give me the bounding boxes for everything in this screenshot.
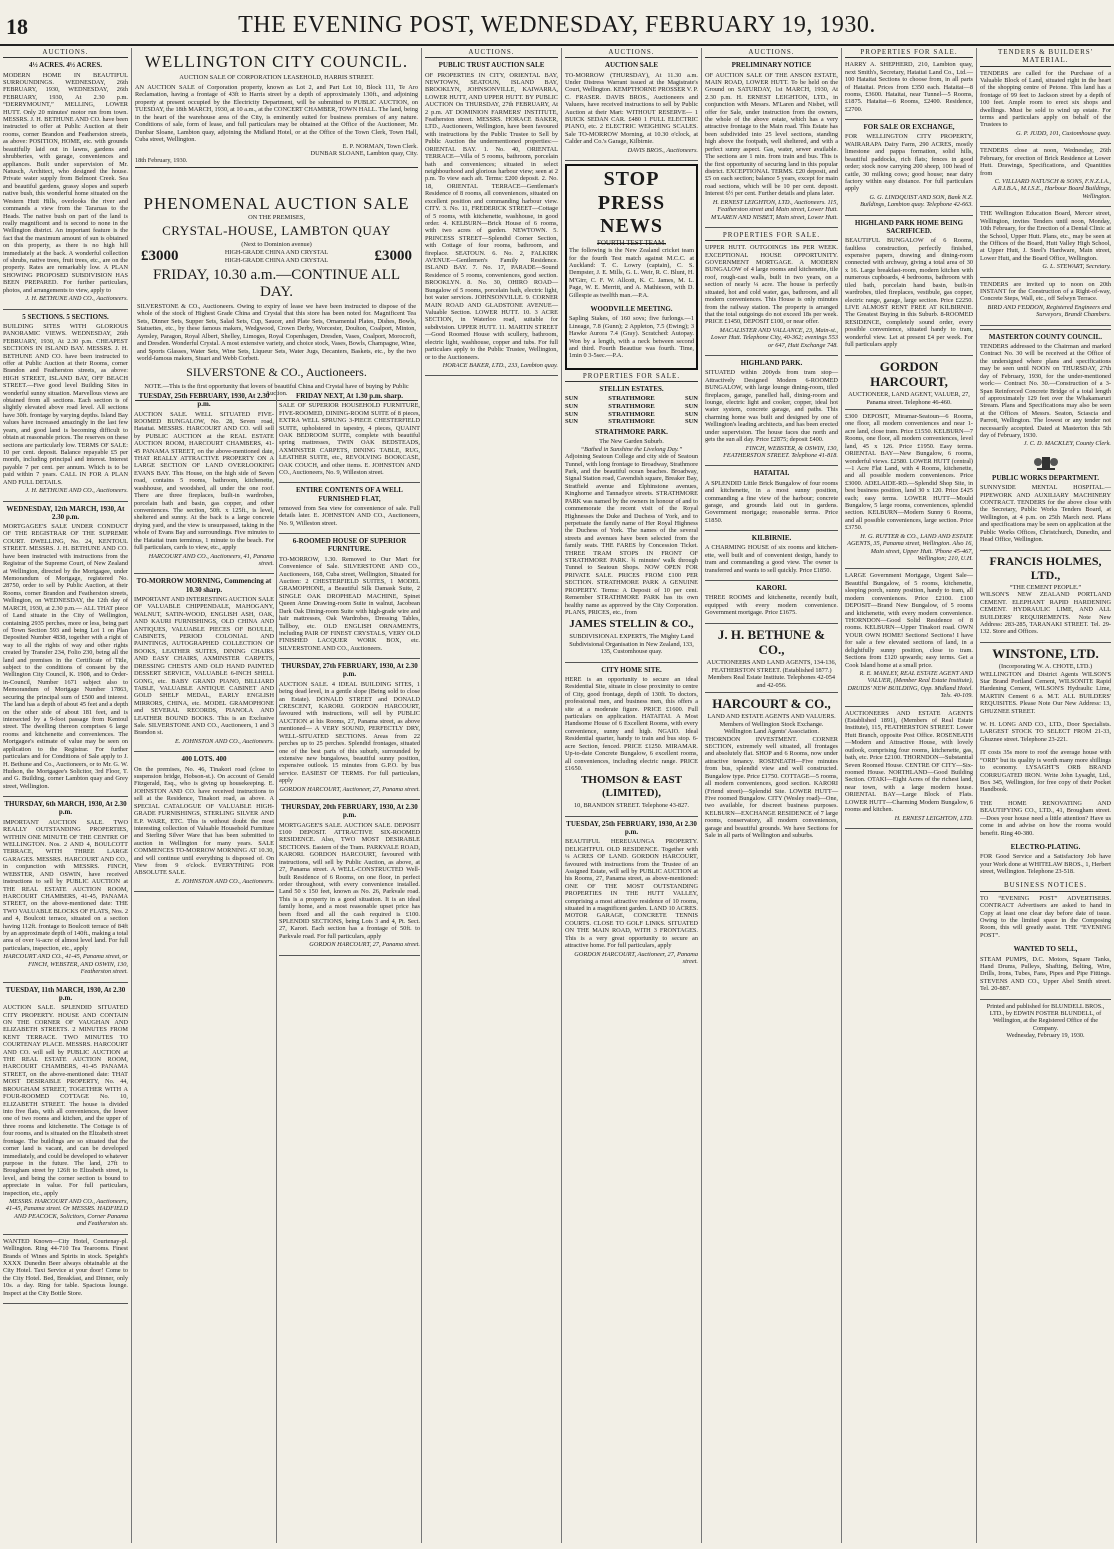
section-header: AUCTIONS.: [705, 48, 838, 58]
ad-heading: THURSDAY, 6th MARCH, 1930, At 2.30 p.m.: [4, 800, 127, 817]
column-auctions-6: [702, 48, 842, 1543]
phen-amount-right: £3000: [374, 248, 412, 264]
ad-body: UPPER HUTT. OUTGOINGS 18s PER WEEK. EXCEPTIONAL HOUSE OPPORTUNITY. GOVERNMENT MORTGAGE. A MODERN BUNGALOW of 4 large rooms and kitchenette, tile roof, rough-cast walls, built in two years, on a section of nearly ¼ acre. The house is perfectly situated, hot and cold water, gas, bathroom, and all modern conveniences. This House is only minutes from the railway station. The property is arranged that the total outgoings do not exceed 18s per week. PRICE £1450, DEPOSIT £100, or near offer.: [705, 244, 838, 326]
ad-divider: [705, 227, 838, 228]
advertisement: [3, 1238, 128, 1297]
long-text: W. H. LONG AND CO., LTD., Door Specialists. LARGEST STOCK TO SELECT FROM 21-33, Ghuznee street. Telephone 23-221.: [980, 721, 1111, 743]
ad-signature: R. E. MANLEY, REAL ESTATE AGENT AND VALUER, (Member Real Estate Institute), DRUIDS' NEW BUILDING, Opp. Midland Hotel. Tels. 40-109.: [847, 669, 973, 700]
column-tenders: [977, 48, 1114, 1543]
ad-body: TENDERS are called for the Purchase of a Valuable Block of Land, situated right in the heart of the shopping centre of Petone. This land has a frontage of 99 feet to Jackson street by a depth of 100 feet. Ample room to erect six shops and dwellings. Must be sold to wind up estate. For terms and particulars apply on behalf of the Trustees to: [980, 69, 1111, 129]
advertisement: [425, 61, 558, 369]
wcc-date: 18th February, 1930.: [135, 157, 188, 165]
sun-cell: SUN: [565, 395, 579, 403]
heretaunga-text: BEAUTIFUL HEREUAUNGA PROPERTY. DELIGHTFUL OLD RESIDENCE. Together with ¼ ACRES OF LAND. GORDON HARCOURT, favoured with instructions from the Trustee of an Assigned Estate, will sell by PUBLIC AUCTION at his Rooms, 27, Panama street, as above-mentioned: ONE OF THE MOST OUTSTANDING PROPERTIES IN THE HUTT VALLEY, comprising a most attractive residence of 10 rooms, situated in a magnificent garden. LAND 10 ACRES. MOTOR GARAGE, CONCRETE TENNIS COURTS. CLOSE TO GOLF LINKS. SITUATED ON THE MAIN ROAD, WITH 3 FRONTAGES. This is a very great opportunity to secure an attractive home. For full particulars, apply: [565, 838, 698, 950]
ad-body: A CHARMING HOUSE of six rooms and kitchen-ette, well built and of convenient design, handy to tram and commanding a good view. The owner is transferred and wants to sell quickly. Price £1850.: [705, 544, 838, 574]
ad-signature: J. H. BETHUNE AND CO., Auctioneers.: [25, 487, 128, 495]
advertisement: [279, 486, 420, 527]
sun-cell: STRATHMORE: [608, 418, 655, 426]
advertisement: [980, 70, 1111, 138]
advertisement: [279, 662, 420, 793]
winstone-sub: (Incorporating W. A. CHOTE, LTD.): [998, 663, 1093, 671]
ad-signature: E. JOHNSTON AND CO., Auctioneers.: [174, 737, 274, 745]
wanted-text: STEAM PUMPS, D.C. Motors, Square Tanks, Hand Drums, Pulleys, Shafting, Belting, Wire, Drills, Irons, Tubes, Fans, Pipes and Pipe Fittings. STEVENS AND CO., Upper Abel Smith street. Tel. 20-887.: [980, 955, 1111, 993]
ad-signature: HORACE BAKER, LTD., 233, Lambton quay.: [442, 361, 558, 369]
ad-divider: [845, 119, 973, 120]
ad-divider: [705, 530, 838, 531]
section-header: PROPERTIES FOR SALE.: [565, 372, 698, 382]
ad-heading: 5 SECTIONS. 5 SECTIONS.: [22, 312, 109, 321]
lysaght-text: IT costs 35s more to roof the average house with “ORB” but its quality is worth many more shillings to economy. LYSAGHT'S ORB BRAND CORRUGATED IRON. Write John Lysaght, Ltd., Box 345, Wellington, for free copy of their Pocket Handbook.: [980, 749, 1111, 794]
ad-divider: [425, 375, 558, 376]
ad-heading: TUESDAY, 25th FEBRUARY, 1930, At 2.30 p.m.: [138, 392, 270, 409]
bethune-firm: J. H. BETHUNE & CO.,: [717, 626, 826, 657]
column-auctions-2: [132, 390, 277, 1543]
sun-cell: SUN: [684, 418, 698, 426]
masterton-ad: [980, 333, 1111, 448]
advertisement: [134, 755, 274, 885]
thomson-east: THOMSON & EAST (LIMITED),: [581, 774, 682, 800]
ad-signature: FINCH, WEBSTER, & OSWIN, 130, FEATHERSTON STREET. Telephone 41-818.: [723, 444, 838, 459]
ad-body: On the premises, No. 46, Tinakori road (close to suspension bridge, Hobson-st.). On account of Gerald Fitzgerald, Esq., who is giving up housekeeping. E. JOHNSTON AND CO. have received instructions to sell at the Residence, Tinakori road, as above. A SPECIAL CATALOGUE OF VALUABLE HIGH-GRADE FURNISHINGS, STERLING SILVER AND E.P. WARE, ETC. This is without doubt the most interesting collection of Valuable Household Furniture and Sterling Silver Ware that has been submitted to auction in Wellington for many years. SALE COMMENCES TO-MORROW MORNING AT 10.30, and will continue until everything is disposed of. On View from 9 o'clock. EVERYTHING FOR ABSOLUTE SALE.: [134, 765, 274, 877]
wcc-notice: [132, 48, 422, 190]
thomson-east-sub: 10, BRANDON STREET. Telephone 43-827.: [574, 802, 689, 810]
ad-signature: MACALISTER AND VALLANCE, 23, Main-st., Lower Hutt. Telephone City, 40-362; evenings 553 or 647, Hutt Exchange 748.: [710, 326, 838, 349]
ad-heading: 400 LOTS. 400: [181, 755, 227, 764]
winstone-text: WELLINGTON and District Agents WILSON'S Star Brand Portland Cement, WILSONITE Rapid Hardening Cement, WILSON'S Hydraulic Lime, MARTIN Cement 6 a. M.T. ALL BUILDERS' REQUISITES. Please Note Our New Address: 13, GHUZNEE STREET.: [980, 670, 1111, 715]
sun-row: [565, 395, 698, 403]
ad-body: OF AUCTION SALE OF THE ANSON ESTATE, MAIN ROAD, LOWER HUTT. To be held on the Ground on SATURDAY, 1st MARCH, 1930, At 2.30 p.m. H. ERNEST LEIGHTON, LTD., in conjunction with Messrs. M'Laren and Nisbet, will offer for Sale, under instruction from the owners, the whole of the above estate, which has a very attractive frontage to the Main road. This Estate has been subdivided into 25 level sections, standing high above the footpath, well sheltered, and with a perfect sunny aspect. Gas, water, sewer available. The sections are 1 min. from train and bus. This is the first opportunity of securing land in this popular district. EXCEPTIONAL TERMS. £20 deposit, and £5 on each section; balance 5 years, except for main road sections, which will be 10 per cent. deposit. Interest 6½ per cent. Further details and plans later.: [705, 71, 838, 198]
heretaunga-head: TUESDAY, 25th FEBRUARY, 1930, At 2.30 p.m.: [566, 819, 697, 836]
ad-body: removed from Sea view for convenience of sale. Full details later. E. JOHNSTON AND CO., Auctioneers, No. 9, Willeston street.: [279, 504, 420, 527]
phen-mid1: HIGH-GRADE CHINA AND CRYSTAL: [224, 249, 329, 257]
ad-divider: [845, 706, 973, 707]
ad-body: MORTGAGEE'S SALE. AUCTION SALE. DEPOSIT £100 DEPOSIT. ATTRACTIVE SIX-ROOMED RESIDENCE. Also, TWO MOST DESIRABLE SECTIONS. Eastern of the Tram. PARKVALE ROAD, KARORI. GORDON HARCOURT, favoured with instructions, will sell by Public Auction, as above, at 27, Panama street. A WELL-CONSTRUCTED Well-built Residence of 6 Rooms, on one floor, in perfect order throughout, with every convenience installed. Land 50 x 150 feet, known as No. 26, Parkvale road. This is a property in a good situation. It is an ideal family home, and a most reasonable upset price has been fixed and all the cash required is £100. SPLENDID SECTIONS, being Lots 3 and 4, Pt. Sect. 27, Karori. Each section has a frontage of 50ft. to Parkvale road. For full particulars, apply: [279, 821, 420, 940]
ad-divider: [279, 955, 420, 956]
masthead: [0, 0, 1114, 44]
ad-body: AUCTION SALE. 4 IDEAL BUILDING SITES, 1 being dead level, in a gentle slope (Being sold to close an Estate). DONALD STREET and DONALD CRESCENT, KARORI. GORDON HARCOURT, favoured with instructions, will sell by PUBLIC AUCTION at his Rooms, 27, Panama street, as above mentioned— A VERY SOUND, PERFECTLY DRY, WELL-SITUATED SECTIONS. Areas from 22 perches up to 25 perches. Splendid frontages, situated one of the best parts of this suburb, surrounded by extensive new bungalows, beautiful sunny position, expensive outlook. 15 minutes from G.P.O. by bus service. EASIEST OF TERMS. For full particulars, apply: [279, 680, 420, 785]
advertisement: [565, 61, 698, 154]
ad-body: BUILDING SITES WITH GLORIOUS PANORAMIC VIEWS. WEDNESDAY, 26th FEBRUARY, 1930, At 2.30 p.m. CHEAPEST SECTIONS IN ISLAND BAY. MESSRS. J. H. BETHUNE AND CO. have been instructed to offer at Public Auction at their Rooms, corner Brandon and Featherston streets, as above: HIGH STREET, ISLAND BAY, OFF BEACH STREET.—Five good level Building Sites in wonderful sunny situation. Marvellous views are obtained from all sections. Each section is of slightly elevated above road level. All sections have 30ft. frontage by varying depths. Island Bay values have increased amazingly in the last few years, and good land is becoming difficult to obtain at reasonable prices. The reserves on these sections are particularly low. TERMS OF SALE: 10 per cent. deposit. Balance repayable £5 per month, including principal and interest. Interest payable 7 per cent. per annum. Which is to be paid within 7 years. CALL IN FOR A PLAN AND FULL DETAILS.: [3, 322, 128, 486]
advertisement: [705, 469, 838, 524]
ad-heading: HIGHLAND PARK.: [740, 359, 803, 368]
ad-signature: G. P. JUDD, 101, Customhouse quay.: [1015, 129, 1111, 137]
holmes-text: WILSON'S NEW ZEALAND PORTLAND CEMENT. ELEPHANT RAPID HARDENING CEMENT. HYDRAULIC LIME, AND ALL BUILDERS' REQUIREMENTS. Note New Address: 283-285, TARANAKI STREET. Tel. 29-132. Store and Offices.: [980, 591, 1111, 636]
ad-divider: [3, 309, 128, 310]
ad-divider: [279, 482, 420, 483]
ad-body: AUCTIONEERS AND ESTATE AGENTS (Established 1891), (Members of Real Estate Institute), 115, FEATHERSTON STREET. Lower Hutt Branch, opposite Post Office. ROSENEATH—Modern and Attractive House, with lovely outlook, comprising four rooms, kitchenette, gas, bath, etc. Price £2100. THORNDON—Substantial Seven Roomed House. CENTRE OF CITY—Six-roomed House. NORTHLAND—Good Building Section. OTAKI—Eight Acres of the richest land, near town, with a large modern house. ORIENTAL BAY—Large Block of Flats. LOWER HUTT—Charming Modern Bungalow, 6 rooms and kitchen.: [845, 709, 973, 814]
phen-firm: SILVERSTONE & CO., Auctioneers.: [186, 365, 367, 380]
ad-body: IMPORTANT AND INTERESTING AUCTION SALE OF VALUABLE CHIPPENDALE, MAHOGANY, WALNUT, SATIN-WOOD, ENGLISH ASH, OAK, AND KAURI FURNISHINGS, OLD CHINA AND ANTIQUES, VALUABLE PIECES OF BOULLE, CABINETS, PERIOD COLONIAL AND PAINTINGS, AUTOGRAPHED COLLECTION OF BOOKS, LEATHER SUITES, DINING CHAIRS AND EASY CHAIRS, AXMINSTER CARPETS, DRESSING CHESTS AND OLD HAND PAINTED DESSERT SERVICE, VALUABLE 6-INCH SHELL GONG, etc. BABY GRAND PIANO, BILLIARD TABLE, VALUABLE ANTIQUE CABINET AND GOLD SHELF MEDAL, EARLY ENGLISH MIRRORS, CHINA, etc. MODEL GRAMOPHONE and SEVERAL RECORDS, PIANOLA AND LEATHER BOUND BOOKS. This is an Exclusive Sale. SILVERSTONE AND CO., Auctioneers, 1 and 3 Brandon st.: [134, 595, 274, 737]
ad-body: IMPORTANT AUCTION SALE. TWO REALLY OUTSTANDING PROPERTIES, WITHIN ONE MINUTE OF THE CENTRE OF WELLINGTON. Nos. 2 AND 4, BOULCOTT TERRACE, WITH THREE LARGE GARAGES. MESSRS. HARCOURT AND CO., in conjunction with MESSRS. FINCH, WEBSTER, AND OSWIN, have received instructions to sell by PUBLIC AUCTION at THE REAL ESTATE AUCTION ROOM, HARCOURT CHAMBERS, 41-45, PANAMA STREET, on the above-mentioned date: THE TWO VALUABLE BLOCKS OF FLATS, Nos. 2 and 4, Boulcott terrace, situated on a section having 112ft. frontage to Boulcott terrace of 84ft by an approximate depth of 140ft., making a total area of over ¼-acre of almost level land. For full particulars, inspection, etc., apply: [3, 818, 128, 952]
wcc-auctioneer: DUNBAR SLOANE, Lambton quay, City.: [310, 150, 418, 158]
ad-body: A SPLENDID Little Brick Bungalow of four rooms and kitchenette, in a most sunny position, commanding a fine view of the harbour; concrete garage, and grounds laid out in gardens. Government mortgage; reasonable terms. Price £1850.: [705, 479, 838, 524]
column-auctions-3: [277, 390, 422, 1543]
electro-text: FOR Good Service and a Satisfactory Job have your Work done at WHITELAW BROS., 1, Herbert street, Wellington. Telephone 23-518.: [980, 853, 1111, 876]
ad-heading: PRELIMINARY NOTICE: [731, 61, 812, 70]
ad-heading: TUESDAY, 11th MARCH, 1930, At 2.30 p.m.: [5, 985, 126, 1002]
advertisement: [279, 537, 420, 652]
holmes-firm: FRANCIS HOLMES, LTD.,: [989, 553, 1102, 582]
ad-signature: DAVIS BROS., Auctioneers.: [627, 146, 698, 154]
ad-body: THREE ROOMS and kitchenette, recently built, equipped with every modern convenience. Government mortgage. Price £1675.: [705, 594, 838, 617]
advertisement: [705, 61, 838, 221]
sun-cell: STRATHMORE: [608, 410, 655, 418]
ad-heading: FRIDAY NEXT, At 1.30 p.m. sharp.: [295, 392, 404, 400]
sun-row: [565, 411, 698, 419]
advertisement: [279, 803, 420, 949]
pwd-head: PUBLIC WORKS DEPARTMENT.: [992, 473, 1099, 482]
ad-signature: H. ERNEST LEIGHTON, LTD.: [894, 814, 973, 822]
newspaper-title: THE EVENING POST, WEDNESDAY, FEBRUARY 19, 1930.: [238, 12, 876, 38]
ad-body: BEAUTIFUL BUNGALOW of 6 Rooms, faultless construction, perfectly finished, expensive papers, drawing and dining-room connected with archway, giving a total area of 30 x 16. Large breakfast-room, modern kitchen with numerous cupboards, 4 bedrooms, bathroom with tiled bath, porcelain hand basin, built-in wardrobes, tiled fireplaces, vestibule, gas copper, electric range, garage, large section. Price £2250. LIVE ALMOST RENT FREE AT KILBIRNIE. The Greatest Buying in this Suburb. 8-ROOMED RESIDENCE, completely sound order, every possible convenience, situated handy to tram, wonderful view. Let at present £4 per week. For full particulars apply: [845, 237, 973, 349]
column-auctions-5: [562, 48, 702, 1543]
advertisement: [279, 392, 420, 476]
ad-body: LARGE Government Mortgage, Urgent Sale—Beautiful Bungalow, of 5 rooms, kitchenette, sleeping porch, sunny position, handy to tram, all modern conveniences. Price £2100. £100 DEPOSIT—Brand New Bungalow, of 5 rooms and kitchenette, with every modern convenience. THORNDON—Good Solid Residence of 8 rooms. KELBURN—Upper Tinakori road. OWN YOUR OWN HOME! Sections! Sections! I have for sale a few elevated sections of land, in a delightfully sunny position, close to tram. Sections from £120 upwards; easy terms. Get a Cook Island home at a small price.: [845, 572, 973, 669]
gordon-harcourt-sub: AUCTIONEER, LAND AGENT, VALUER, 27, Panama street. Telephone 46-460.: [848, 391, 970, 406]
section-header: AUCTIONS.: [425, 48, 558, 58]
lower-middle-block: [132, 390, 422, 1543]
sun-cell: SUN: [684, 403, 698, 411]
ad-heading: HATAITAI.: [753, 469, 790, 478]
ad-heading: PUBLIC TRUST AUCTION SALE: [438, 61, 545, 70]
stellin-text: Adjoining Seatoun College and city side of Seatoun Tunnel, with long frontage to Broadway, Strathmore Park, and the beautiful ocean beaches. Broadway, Signal Station road, Cavendish square, Breaker Bay, Stratfield avenue and Elphinstone avenues, Kinghorne and Tannadyce streets. STRATHMORE PARK was named by the owners in honour of and to commemorate the recent visit of the Royal Highnesses the Duke and Duchess of York, and to perpetuate the family name of Her Royal Highness the Duchess of York. The names of the several streets and avenues have been selected from the family seats. THE FARES by Concession Ticket. THREE TRAM STOPS IN FRONT OF STRATHMORE PARK. ¾ minutes' walk through Tunnel to Seatoun Shops. NOW OPEN FOR PRIVATE SALE. PRICES FROM £100 PER SECTION. STRATHMORE PARK A GENUINE PROPERTY. Terms: A Deposit of 10 per cent. Remember STRATHMORE PARK has its own healthy name as approved by the City Corporation. PLANS, PRICES, etc., from: [565, 453, 698, 616]
home-renovating-text: THE HOME RENOVATING AND BEAUTIFYING CO., LTD., 41, Brougham street.—Does your house need a little attention? Have us come in and advise on how the rooms would benefit. Ring 40-380.: [980, 799, 1111, 837]
ad-heading: ENTIRE CONTENTS OF A WELL FURNISHED FLAT,: [296, 486, 403, 503]
advertisement: [980, 210, 1111, 270]
ad-divider: [845, 355, 973, 356]
advertisement: [3, 61, 128, 302]
ad-heading: THURSDAY, 27th FEBRUARY, 1930, At 2.30 p.m.: [281, 662, 418, 679]
coat-of-arms-icon: [1033, 454, 1059, 472]
wcc-title: WELLINGTON CITY COUNCIL.: [144, 52, 409, 71]
ad-heading: HIGHLAND PARK HOME BEING SACRIFICED.: [854, 218, 964, 235]
phen-day: FRIDAY, 10.30 a.m.—CONTINUE ALL DAY.: [152, 267, 401, 300]
advertisement: [845, 123, 973, 208]
sun-row: [565, 403, 698, 411]
stellin-suburb-sub: The New Garden Suburb.: [599, 438, 664, 446]
city-home-ad: [565, 666, 698, 810]
phen-amount-left: £3000: [141, 248, 179, 264]
masthead-rule: [0, 44, 1114, 46]
advertisement: [3, 800, 128, 975]
ad-signature: E. JOHNSTON AND CO., Auctioneers.: [174, 877, 274, 885]
ad-heading: 4½ ACRES. 4½ ACRES.: [29, 61, 102, 70]
advertisement: [3, 986, 128, 1228]
ad-heading: 6-ROOMED HOUSE OF SUPERIOR FURNITURE.: [292, 537, 407, 554]
imprint-date: Wednesday, February 19, 1930.: [1006, 1031, 1085, 1039]
stellin-ad: [565, 385, 698, 655]
harcourt-firm: HARCOURT & CO.,: [712, 695, 831, 711]
ad-signature: C. VILLIARD NATUSCH & SONS, F.N.Z.I.A., A.R.I.B.A., M.I.S.E., Harbour Board Buildings, Wellington.: [992, 177, 1111, 200]
ad-signature: J. H. BETHUNE AND CO., Auctioneers.: [25, 295, 128, 303]
phen-on: ON THE PREMISES,: [248, 214, 305, 221]
phen-body: SILVERSTONE & CO., Auctioneers. Owing to expiry of lease we have been instructed to dispose of the whole of the stock of Highest Grade China and Crystal that this store has been noted for. Magnificent Tea Sets, Dinner Sets, Supper Sets, Salad Sets, Cup, Saucer, and Plate Sets, Ornamental Plates, Dishes, Bowls, Statuettes, etc., by these famous makers, Wedgwood, Crown Derby, Worcester, Doulton, Coalport, Minton, Aynsley, Paragon, Royal Albert, Shelley, Limoges, Royal Copenhagen, Dresden, Vases, Coalport, Morocroft, and Dresden. Wonderful Crystal. A most extensive variety, and choice stock, Vases, Bowls, Champagne, Wine, and Sports Glasses, Water Sets, Wine Sets, Liqueur Sets, Water Jugs, Decanters, Baskets, etc., by the two world-famous makers, Stuart and Webb Corbett.: [137, 303, 416, 362]
pwd-text: SUNNYSIDE MENTAL HOSPITAL.—PIPEWORK AND AUXILIARY MACHINERY CONTRACT. TENDERS for the above close with the Secretary, Public Works Tenders Board, at Wellington, at 4 p.m. on 25th March next. Plans and specifications may be seen on application at the Public Works Offices, Christchurch, Dunedin, and Head Office, Wellington.: [980, 484, 1111, 544]
ad-divider: [565, 160, 698, 161]
ad-signature: HARCOURT AND CO., 41-45, Panama street, or FINCH, WEBSTER, AND OSWIN, 130, Featherston street.: [3, 953, 128, 976]
ad-body: TENDERS close at noon, Wednesday, 26th February, for erection of Brick Residence at Lower Hutt. Drawings, Specifications, and Quantities from: [980, 147, 1111, 177]
sun-cell: SUN: [684, 410, 698, 418]
section-header: TENDERS & BUILDERS' MATERIAL.: [980, 48, 1111, 67]
advertisement: [845, 219, 973, 349]
advertisement: [845, 413, 973, 562]
sun-cell: STRATHMORE: [608, 403, 655, 411]
ad-body: TENDERS are invited up to noon on 20th INSTANT for the Construction of a Right-of-way, Concrete Steps, Wall, etc., off Selwyn Terrace.: [980, 280, 1111, 303]
advertisement: [845, 710, 973, 822]
column-properties: [842, 48, 977, 1543]
ad-divider: [134, 891, 274, 892]
advertisement: [980, 281, 1111, 319]
sun-cell: STRATHMORE: [608, 395, 655, 403]
sun-cell: SUN: [565, 410, 579, 418]
imprint: Printed and published for BLUNDELL BROS., LTD., by EDWIN FOSTER BLUNDELL, of Wellington, at the Registered Office of the Company.: [986, 1002, 1105, 1032]
ad-divider: [134, 751, 274, 752]
stellin-firm: JAMES STELLIN & CO.,: [569, 618, 694, 631]
ad-divider: [705, 623, 838, 624]
woodville-head: WOODVILLE MEETING.: [590, 305, 673, 314]
advertisement: [705, 359, 838, 459]
gordon-harcourt-firm: GORDON HARCOURT,: [870, 358, 948, 389]
ad-body: SITUATED within 200yds from tram stop—Attractively Designed Modern 6-ROOMED BUNGALOW, with large lounge dining-room, tiled fireplaces, garage, panelled hall, dining-room and lounge, electric light and cooker, copper, ideal hot water system, concrete garage, and paths. This charming home was built and designed by one of Wellington's leading architects, and has been erected under supervision. The house faces due north and gets the sun all day. Price £2875; deposit £400.: [705, 369, 838, 444]
ad-body: MODERN HOME IN BEAUTIFUL SURROUNDINGS. WEDNESDAY, 26th FEBRUARY, 1930, WEDNESDAY, 26th FEBRUARY, 1930, At 2.30 p.m. “DERRYMOUNT,” MELLING, LOWER HUTT. Only 20 minutes' motor run from town. MESSRS. J. H. BETHUNE AND CO. have been instructed to offer at Public Auction at their rooms, corner Brandon and Featherston streets, as above: POSITION, HOME, etc. with grounds beautifully laid out in lawns, gardens and shrubberies, with garage, conveniences and appliances. Built under supervision of Mr. Natusch, Architect, who designed the house. Private water supply from Belmont Creek. Sea and beautiful gardens, grassy slopes and superb native bush, this wonderful home situated on the Western Hutt Hills, overlooks the river and commands a view from the Tararuas to the Heads. The native bush on part of the land is really magnificent and is second to none in the Wellington district. An important feature is the fact that the maximum amount of sun is obtained on this property, as there is no high hill immediately at the back. A wonderful collection of shrubs, native trees, fruit trees, etc., are on the property. Rates are remarkably low. A PLAN SHOWING PROPOSED SUBDIVISION HAS BEEN PREPARED. For further particulars, photos, and arrangements to view, apply to: [3, 71, 128, 294]
stellin-head: STELLIN ESTATES.: [599, 385, 664, 394]
phen-title: PHENOMENAL AUCTION SALE: [143, 194, 410, 213]
ad-divider: [134, 573, 274, 574]
stellin-motto: “Bathed in Sunshine the Livelong Day.”: [580, 445, 683, 453]
page-number: 18: [6, 14, 28, 39]
sun-row: [565, 418, 698, 426]
advertisement: [845, 572, 973, 699]
heretaunga-sign: GORDON HARCOURT, Auctioneer, 27, Panama street.: [574, 950, 698, 965]
ad-body: HARRY A. SHEPHERD, 210, Lambton quay, next Smith's, Secretary, Hataitai Land Co., Ltd.—100 Hataitai Sections to choose from, in all parts of Hataitai. Prices from £350 each. Hataitai—8 rooms, £3600. Hataitai, near Tunnel—5 Rooms, £1875. Hataitai—6 Rooms, £2400. Residence, £2700.: [845, 61, 973, 113]
ad-divider: [845, 215, 973, 216]
electro-head: ELECTRO-PLATING.: [1010, 842, 1081, 851]
section-header: AUCTIONS.: [3, 48, 128, 58]
section-header: AUCTIONS.: [565, 48, 698, 58]
section-header: PROPERTIES FOR SALE.: [705, 231, 838, 241]
masterton-text: TENDERS addressed to the Chairman and marked Contract No. 30 will be received at the Office of the undersigned where plans and specifications may be seen until NOON on THURSDAY, 27th day of February, 1930, for the under-mentioned work:— Contract No. 30.—Construction of a 3-Span Reinforced Concrete Bridge of a total length of approximately 129 feet over the Whakamaruri Stream. Plans and Specifications may also be seen at the Offices of Messrs. Seaton, Sciascia and Parrott, Wellington. The lowest or any tender not necessarily accepted. Dated at Masterton this 5th day of February, 1930.: [980, 342, 1111, 440]
ad-divider: [3, 1234, 128, 1235]
ad-body: FOR WELLINGTON CITY PROPERTY, WAIRARAPA Dairy Farm, 290 ACRES, mostly limestone and pappa formation, solid hills, beautiful paddocks, rich flats; fences in good order; stock now carrying 200 sheep, 100 head of cattle, 30 milking cows; good house; near dairy factory within easy distance. For full particulars apply: [845, 133, 973, 193]
ad-body: £300 DEPOSIT, Miramar-Seatoun—6 Rooms, one floor, all modern conveniences and near 1-acre land, close tram. Price £1550. KELBURN—7 Rooms, one floor, all modern conveniences, level land, 45 x 126. Price £1950. Easy terms. ORIENTAL BAY—New Bungalow, 6 rooms, wonderful views. £2580. LOWER HUTT (central)—1 Acre Flat Land, with 4 Rooms, kitchenette, and all possible modern conveniences. Price £3000. ADELAIDE-RD.—Splendid Shop Site, in best business position, land 30 x 120. Price £425 each; easy terms. LOWER HUTT—Mould Bungalow, 5 large rooms, conveniences, splendid section. KELBURN—Modern Sunny 6 Rooms, and all possible conveniences, large section. Price £3750.: [845, 413, 973, 532]
advertisement: [845, 61, 973, 113]
winstone-firm: WINSTONE, LTD.: [992, 645, 1099, 661]
wcc-body: AN AUCTION SALE of Corporation property, known as Lot 2, and Part Lot 10, Block 111, Te Aro Reclamation, having a frontage of 43ft to Harris street by a depth of approximately 130ft., and adjoining property at present occupied by the Electricity Department, will be submitted to PUBLIC AUCTION, on TUESDAY, the 18th MARCH, 1930, at 10 a.m., at the CONCERT CHAMBER, TOWN HALL. The land, being in the heart of the warehouse area of the City, is eminently suited for business premises of any nature. Conditions of sale, form of lease, and full particulars may be obtained at the Office of the Auctioneer, Mr. Dunbar Sloane, Lambton quay, adjoining the Midland Hotel, or at the Office of the Town Clerk, Town Hall, Cuba street, Wellington.: [135, 84, 418, 143]
advertisement: [705, 534, 838, 574]
ad-divider: [3, 1303, 128, 1304]
harcourt-listings: THORNDON INVESTMENT. CORNER SECTION, extremely well situated, all frontages and absolutely flat. SHOP and 6 Rooms, now under attractive tenancy. ROSENEATH—Five minutes from bus, splendid view and well constructed. Bungalow type. Price £1750. COTTAGE—5 rooms, all modern conveniences, good section. KARORI (Friend street)—Splendid Site. LOWER HUTT—Five roomed Bungalow. CITY (Wesley road)—One, two available, for discreet business purposes. KELBURN—EXCHANGE RESIDENCE of 7 large rooms, conservatory, all modern conveniences, garage and beautiful grounds. We have Sections for Sale in all parts of Wellington and suburbs.: [705, 735, 838, 840]
ad-heading: KARORI.: [756, 584, 787, 593]
advertisement: [705, 584, 838, 617]
ad-body: AUCTION SALE. SPLENDID SITUATED CITY PROPERTY. HOUSE AND CONTAIN ON THE CORNER OF VAUGHAN AND ELIZABETH STREETS. 2 MINUTES FROM KENT TERRACE. TWO MINUTES TO COURTENAY PLACE. MESSRS. HARCOURT AND CO. will sell by PUBLIC AUCTION at THE REAL ESTATE AUCTION ROOM, HARCOURT CHAMBERS, 41-45 PANAMA STREET, on the above-mentioned date: THAT MOST DESIRABLE PROPERTY, No. 44, BROUGHAM STREET, TOGETHER WITH A FOUR-ROOMED COTTAGE No. 10, ELIZABETH STREET. The house is divided into five flats, with all conveniences, the lower one of two rooms and kitchen, and the upper of three rooms and kitchenette. The Cottage is of four rooms, and is situated on the Elizabeth street frontage. The buildings are so situated that the corner land is vacant, and can be developed immediately, and could be developed to whatever purpose in the future. The land, 27ft to Brougham street by 126ft to Elizabeth street, is level, and being the corner section is bound to appreciate in value. For full particulars, inspection, etc., apply: [3, 1004, 128, 1197]
woodville-text: Sapling Stakes, of 160 sovs; five furlongs.—1 Lineage, 7.8 (Gunn); 2 Appleton, 7.5 (Ewing); 3 Hawke Aurora 7.4 (Gray). Scratched: Autopay. Won by a length, with a neck between second and third. Fourth Beautiue was fourth. Time, 1min 0 3-5sec.—P.A.: [569, 315, 694, 360]
harcourt-sub: LAND AND ESTATE AGENTS AND VALUERS. Members of Wellington Stock Exchange. Wellington Land Agents' Association.: [707, 713, 836, 736]
city-home-text: HERE is an opportunity to secure an ideal Residential Site, situate in close proximity to centre of City, good frontage, depth of 130ft. To doctors, professional men, and business men, this offers a site at a moderate figure. PRICE £1600. Full particulars on application. HATAITAI. A Most Handsome House of 6 Excellent Rooms, with every convenience, sunny and high. NGAIO. Ideal Residential quarter, handy to train and bus stop. 6-acre Section, fenced. PRICE £1250. MIRAMAR. Up-to-date Concrete Bungalow, 6 excellent rooms, all conveniences, including electric range. PRICE £1650.: [565, 675, 698, 772]
ad-signature: HARCOURT AND CO., Auctioneers, 41, Panama street.: [148, 552, 274, 567]
ad-divider: [980, 325, 1111, 326]
ad-signature: G. L. STEWART, Secretary.: [1042, 263, 1111, 271]
ad-divider: [279, 533, 420, 534]
ad-divider: [980, 277, 1111, 278]
sun-cell: SUN: [565, 403, 579, 411]
column-auctions-4: [422, 48, 562, 1543]
ad-signature: G. G. LINDQUIST AND SON, Bank N.Z. Buildings, Lambton quay. Telephone 42-663.: [860, 193, 973, 209]
stop-press-title: STOP PRESS NEWS: [597, 168, 666, 238]
advertisement: [980, 147, 1111, 200]
heretaunga-ad: [565, 820, 698, 966]
ad-divider: [705, 465, 838, 466]
ad-divider: [705, 580, 838, 581]
stop-press-subtitle: FOURTH TEST TEAM.: [596, 238, 666, 247]
phen-next: (Next to Dominion avenue): [241, 241, 312, 248]
ad-body: MORTGAGEE'S SALE UNDER CONDUCT OF THE REGISTRAR OF THE SUPREME COURT. DWELLING, No. 24, KENTOUL STREET. MESSRS. J. H. BETHUNE AND CO. have been instructed with instructions from the Registrar of the Supreme Court, of New Zealand at Wellington, directed by the Mortgagee, under Memorandum of Mortgage, registered No. 28750, order to sell by Public Auction, at their Rooms, corner Brandon and Featherston streets, Wellington, on WEDNESDAY, the 12th day of MARCH, 1930, at 2.30 p.m.— ALL THAT piece of Land situate in the City of Wellington, containing 2935 perches, more or less, being part of Town Section 593 and being Lot 1 on Plan Deposited Number 4838, together with a right of way to all the rights of way and other rights created by Transfer 234, Folio 230, being all the land and premises in the Certificate of Title, subject to the conditions of consent by the Wellington City Council, K. 1908, and to Order-in-Council, Number 1671 subject also to Memorandum of Mortgage Number 17863, securing the principal sum of £500 and interest. The land has a depth of about 45 feet and a depth on the other side of about 181 feet, and is intersected by a 9-foot passage from Kentoul street. The dwelling thereon comprises 6 large rooms and kitchenette and conveniences. The Mortgagee's estimate of value may be seen on application to the Registrar. For further particulars and for Conditions of Sale apply to J. H. Bethune and Co., Auctioneers, or to Mr. G. W. Hudson, the Mortgagee's Solicitor, 3rd Floor, T. and G. Building, corner Lambton quay and Grey street, Wellington.: [3, 523, 128, 790]
advertisement: [3, 505, 128, 791]
ad-signature: GORDON HARCOURT, Auctioneer, 27, Panama street.: [279, 785, 420, 793]
sun-cell: SUN: [684, 395, 698, 403]
ad-body: WANTED Known—City Hotel, Courtenay-pl. Wellington. Ring 44-710 Tea Tearooms. Finest Brands of Wines and Spirits in stock. Speight's XXXX Dunedin Beer always obtainable at the City Hotel. Taxi Service at your door! Come to the City Hotel. Bed, Breakfast, and Dinner, only 10s. a day. Ring for table. Spacious lounge. Inspect at the City Bottle Store.: [3, 1237, 128, 1297]
ad-heading: KILBIRNIE.: [751, 534, 792, 543]
ad-body: SALE OF SUPERIOR HOUSEHOLD FURNITURE, FIVE-ROOMED, DINING-ROOM SUITE of 8 pieces, EXTRA WELL SPRUNG 3-PIECE CHESTERFIELD SUITE, upholstered in tapestry, 4 pieces, QUAINT OAK BEDROOM SUITE, complete with beautiful spring mattresses, TWIN OAK BEDSTEADS, AXMINSTER CARPETS, DINING TABLE, RUG, LEATHER SUITE, etc., REVOLVING BOOKCASE, OAK COUCH, and other items. E. JOHNSTON AND CO., Auctioneers, No. 9, Willeston street.: [279, 402, 420, 477]
ad-divider: [980, 143, 1111, 144]
wanted-head: WANTED TO SELL,: [1013, 945, 1078, 954]
ad-body: THE Wellington Education Board, Mercer street, Wellington, invites Tenders until noon, Monday, 10th February, for the Erection of a Dental Clinic at the School, Upper Hutt. Plans, etc., may be seen at the Offices of the Board, Hutt Valley High School, at Upper Hutt, J. Steel's Hardware, Main street, Lower Hutt, and the Board Office, Wellington.: [980, 210, 1111, 262]
stop-press-text: The following is the New Zealand cricket team for the fourth Test match against M.C.C. at Auckland: T. C. Lowry (captain), C. S. Dempster, J. E. Mills, G. L. Weir, R. C. Blunt, H. M'Girr, C. F. W. Allcott, K. C. James, M. L. Page, W. E. Merritt, and A. Mathieson, with D. Gillespie as twelfth man.—P.A.: [569, 247, 694, 299]
city-home-head: CITY HOME SITE.: [601, 665, 662, 674]
pwd-ad: [980, 474, 1111, 544]
ad-signature: H. G. RUTTER & CO., LAND AND ESTATE AGENTS, 35, Panama street, Wellington. Also 16, Main street, Upper Hutt. 'Phone 45-467, Wellington; 210, U.H.: [847, 532, 973, 563]
ad-body: TO-MORROW (THURSDAY), At 11.30 a.m. Under Distress Warrant issued at the Magistrate's Court, Wellington. KEMPTHORNE PROSSER V. P. C. FRASER. DAVIS BROS., Auctioneers and Valuers, have received instructions to sell by Public Auction at their Mart: WITHOUT RESERVE— 1 BUICK SEDAN CAR. £480 1 FULL ELECTRIC PIANO, etc. 2 ELECTRIC WEIGHING SCALES. Sale TO-MORROW Morning, at 10.30 o'clock, at Calder and Co.'s Garage, Kilbirnie.: [565, 71, 698, 146]
ad-heading: WEDNESDAY, 12th MARCH, 1930, At 2.30 p.m.: [6, 504, 125, 521]
business-text: TO “EVENING POST” ADVERTISERS. CONTRACT Advertisers are asked to hand in Copy at least one clear day before date of issue. Owing to the limited space in the Composing Room, this will greatly assist. THE “EVENING POST”.: [980, 894, 1111, 939]
phen-mid2: HIGH-GRADE CHINA AND CRYSTAL: [224, 256, 329, 264]
ad-divider: [845, 568, 973, 569]
ad-divider: [279, 658, 420, 659]
column-auctions-1: [0, 48, 132, 1543]
ad-signature: MESSRS. HARCOURT AND CO., Auctioneers, 41-45, Panama street. Or MESSRS. HADFIELD AND PEACOCK, Solicitors, Corner Panama and Featherston sts.: [5, 1198, 128, 1228]
ad-signature: GORDON HARCOURT, 27, Panama street.: [309, 941, 420, 949]
ad-heading: AUCTION SALE: [604, 61, 659, 70]
section-header: PROPERTIES FOR SALE.: [845, 48, 973, 58]
ad-heading: TO-MORROW MORNING, Commencing at 10.30 sharp.: [136, 577, 272, 594]
ad-body: AUCTION SALE. WELL SITUATED FIVE-ROOMED BUNGALOW, No. 28, Seven road, Hataitai. MESSRS. HARCOURT AND CO. will sell by PUBLIC AUCTION at the REAL ESTATE AUCTION ROOM, HARCOURT CHAMBERS, 41-45 PANAMA STREET, on the above-mentioned date, THAT REALLY ATTRACTIVE PROPERTY ON A LARGE SECTION OF LAND OVERLOOKING EVANS BAY. This House, on the high side of Seven road, contains 5 rooms, bathroom, kitchenette, washhouse, and woodshed, all under the one roof. There are three fireplaces, built-in wardrobes, porcelain bath and basin, gas copper, and other conveniences. The section, 50ft. x 125ft., is level, sheltered and sunny. At the back is a large concrete drying yard, and the view is unsurpassed, taking in the whole of Evans Bay and surroundings. Five minutes to the Hataitai tram terminus, 1 minute to the beach. For full particulars, cards to view, etc., apply: [134, 410, 274, 552]
masterton-sign: J. C. D. MACKLEY, County Clerk.: [1023, 440, 1111, 448]
advertisement: [134, 392, 274, 567]
ad-signature: BIRD AND FEDDON, Registered Engineers and Surveyors, Brandt Chambers.: [987, 303, 1111, 319]
ad-divider: [3, 982, 128, 983]
ad-body: TO-MORROW, 1.30. Removed to Our Mart for Convenience of Sale. SILVERSTONE AND CO., Auctioneers, 168, Cuba street, Wellington, Situated for Auction: 2 CHESTERFIELD SUITES, 1 MODEL GRAMOPHONE, a Beautiful Silk Damask Suite, 2 SINGLE OAK DROPHEAD MACHINE, Spinet Queen Anne Drawing-room Suite in walnut, Jacobean Dark Oak Dining-room Suite with high-grade wire and hair mattresses, Oak Wardrobes, Dressing Tables, Tallboy, etc. OLD ENGLISH ORNAMENTS, including PAIR OF FINEST CRYSTALS, VERY OLD FINISHED LACQUER WORK BOX, etc. SILVERSTONE AND CO., Auctioneers.: [279, 555, 420, 652]
phen-note: NOTE.—This is the first opportunity that lovers of beautiful China and Crystal have of buying by Public Auction.: [144, 383, 409, 398]
ad-divider: [845, 828, 973, 829]
ad-heading: FOR SALE OR EXCHANGE,: [863, 123, 955, 132]
bethune-sub: AUCTIONEERS AND LAND AGENTS, 134-136, FEATHERSTON STREET. (Established 1877.) Members Real Estate Institute. Telephones 42-054 and 42-056.: [706, 659, 837, 689]
ad-divider: [3, 796, 128, 797]
ad-signature: H. ERNEST LEIGHTON, LTD., Auctioneers. 115, Featherston street and Main street, Lower Hutt. M'LAREN AND NISBET, Main street, Lower Hutt.: [711, 198, 838, 221]
ad-body: OF PROPERTIES IN CITY, ORIENTAL BAY, NEWTOWN, SEATOUN, ISLAND BAY, BROOKLYN, JOHNSONVILLE, KAIWARRA, LOWER HUTT, AND UPPER HUTT. BY PUBLIC AUCTION On THURSDAY, 27th FEBRUARY, At 2 p.m. AT DOMINION FARMERS' INSTITUTE, Featherston street. MESSRS. HORACE BAKER, LTD., Auctioneers, Wellington, have been favoured with instructions by the Public Trustee to Sell by Public Auction the undermentioned properties:— ORIENTAL BAY. 1. No. 40, ORIENTAL TERRACE—Villa of 5 rooms, bathroom, porcelain bath and conveniences; situated in select neighbourhood and glorious harbour view; seen at 2 p.m. To view each aft. Terms: £200 deposit. 2. No. 18, ORIENTAL TERRACE—Gentleman's Residence of 8 rooms, all conveniences, situated on excellent position and commanding harbour view. CITY. 3. No. 11, FREDERICK STREET—Cottage of 5 rooms, with kitchenette, washhouse, in good order. 4. KELBURN—Brick House of 6 rooms, with two acres of garden. NEWTOWN. 5. PRINCESS STREET—Splendid Corner Section, with Cottage of four rooms, bathroom, and fireplace. SEATOUN. 6. No. 2, FALKIRK AVENUE—Gentlemen's Family Residence. ISLAND BAY. 7. No. 17, PARADE—Sound Residence of 5 rooms, conveniences, good section. BROOKLYN. 8. No. 30, OHIRO ROAD—Bungalow of 5 rooms, porcelain bath, electric light, hot water services. JOHNSONVILLE. 9. CORNER MAIN ROAD AND GLADSTONE AVENUE—Valuable Section. LOWER HUTT. 10. 3 ACRE SECTION, in Waterloo road, suitable for subdivision. UPPER HUTT. 11. MARTIN STREET—Good Roomed House with scullery, bathroom, electric light, washhouse, copper and tubs. For full particulars apply to the Public Trustee, Wellington, or to the Auctioneers.: [425, 71, 558, 361]
ad-divider: [705, 355, 838, 356]
wcc-town-clerk: E. P. NORMAN, Town Clerk.: [342, 143, 418, 151]
ad-divider: [980, 206, 1111, 207]
advertisement: [705, 244, 838, 349]
ad-divider: [3, 501, 128, 502]
section-header: BUSINESS NOTICES.: [980, 881, 1111, 891]
stellin-suburb: STRATHMORE PARK.: [595, 428, 668, 437]
advertisement: [134, 577, 274, 745]
wcc-subtitle: AUCTION SALE OF CORPORATION LEASEHOLD, HARRIS STREET.: [179, 74, 374, 81]
masterton-head: MASTERTON COUNTY COUNCIL.: [988, 332, 1103, 341]
stellin-firm-sub: SUBDIVISIONAL EXPERTS, The Mighty Land Subdivisional Organisation in New Zealand, 133, 135, Customhouse quay.: [569, 633, 694, 656]
advertisement: [3, 313, 128, 495]
sun-cell: SUN: [565, 418, 579, 426]
ad-heading: THURSDAY, 20th FEBRUARY, 1930, At 2.30 p.m.: [281, 803, 418, 820]
phen-place: CRYSTAL-HOUSE, LAMBTON QUAY: [162, 223, 391, 238]
holmes-sub: “THE CEMENT PEOPLE.”: [1009, 583, 1082, 591]
stop-press-box: [565, 164, 698, 370]
ad-divider: [279, 799, 420, 800]
